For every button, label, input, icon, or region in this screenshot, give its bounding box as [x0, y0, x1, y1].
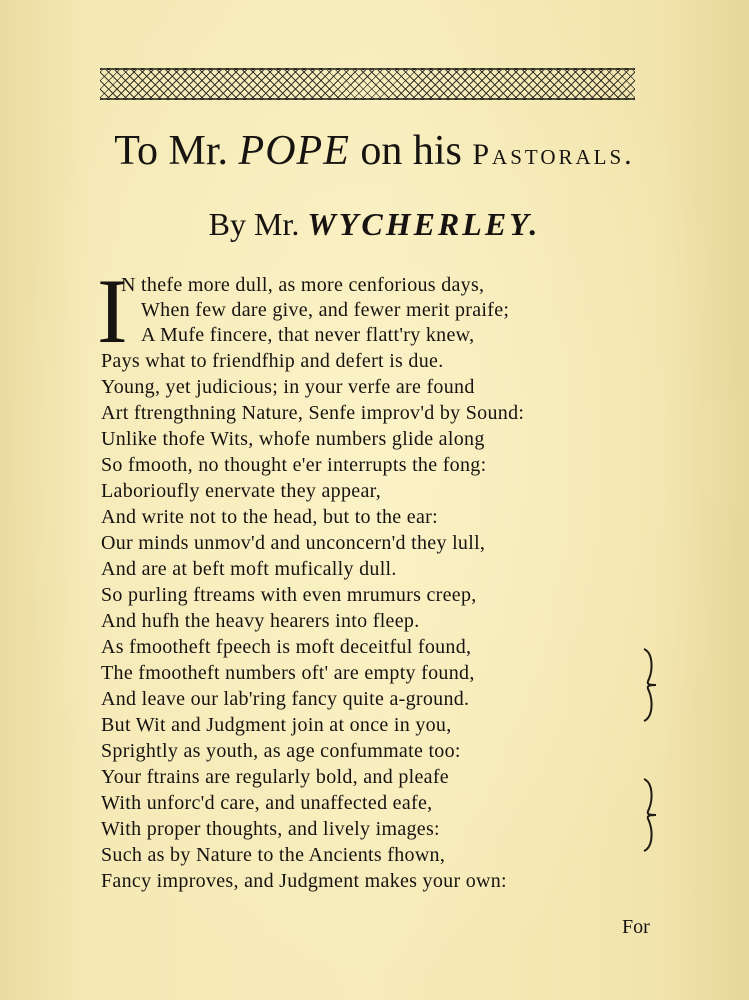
page-title: [0, 128, 749, 174]
poem-line: And hufh the heavy hearers into fleep.: [101, 610, 420, 632]
author-name: WYCHERLEY.: [307, 206, 541, 242]
poem-line: Pays what to friendfhip and defert is due.: [101, 350, 444, 372]
poem-line: Fancy improves, and Judgment makes your own:: [101, 870, 507, 892]
poem-line: Our minds unmov'd and unconcern'd they lull,: [101, 532, 486, 554]
title-mid: on his: [360, 128, 462, 174]
poem-line: So purling ftreams with even mrumurs creep,: [101, 584, 477, 606]
drop-cap: I: [97, 260, 128, 362]
poem-line: As fmootheft fpeech is moft deceitful found,: [101, 636, 472, 658]
poem-line: But Wit and Judgment join at once in you,: [101, 714, 452, 736]
byline-prefix: By Mr.: [208, 206, 300, 242]
poem-line: Laborioufly enervate they appear,: [101, 480, 382, 502]
right-brace-icon: [641, 775, 659, 855]
poem-line: With proper thoughts, and lively images:: [101, 818, 440, 840]
right-brace-icon: [641, 645, 659, 725]
poem-line: N thefe more dull, as more cenforious days,: [121, 274, 485, 296]
poem-line: When few dare give, and fewer merit praife;: [141, 299, 510, 321]
poem-line: Art ftrengthning Nature, Senfe improv'd by Sound:: [101, 402, 525, 424]
poem-line: Young, yet judicious; in your verfe are found: [101, 376, 475, 398]
poem-line: A Mufe fincere, that never flatt'ry knew,: [141, 324, 475, 346]
poem-line: Sprightly as youth, as age confummate too:: [101, 740, 461, 762]
poem-line: So fmooth, no thought e'er interrupts the fong:: [101, 454, 487, 476]
byline: [0, 205, 749, 243]
catchword: For: [622, 916, 650, 938]
title-name: POPE: [238, 128, 350, 174]
title-end: Pastorals.: [472, 138, 635, 171]
title-prefix: To Mr.: [114, 128, 229, 174]
poem-line: With unforc'd care, and unaffected eafe,: [101, 792, 433, 814]
poem-line: And write not to the head, but to the ear:: [101, 506, 438, 528]
poem-line: Your ftrains are regularly bold, and pleafe: [101, 766, 449, 788]
poem-line: And leave our lab'ring fancy quite a-ground.: [101, 688, 470, 710]
poem-line: Such as by Nature to the Ancients fhown,: [101, 844, 446, 866]
poem-line: And are at beft moft mufically dull.: [101, 558, 397, 580]
poem-line: The fmootheft numbers oft' are empty found,: [101, 662, 475, 684]
decorative-header-border: [100, 68, 635, 100]
poem-line: Unlike thofe Wits, whofe numbers glide along: [101, 428, 485, 450]
